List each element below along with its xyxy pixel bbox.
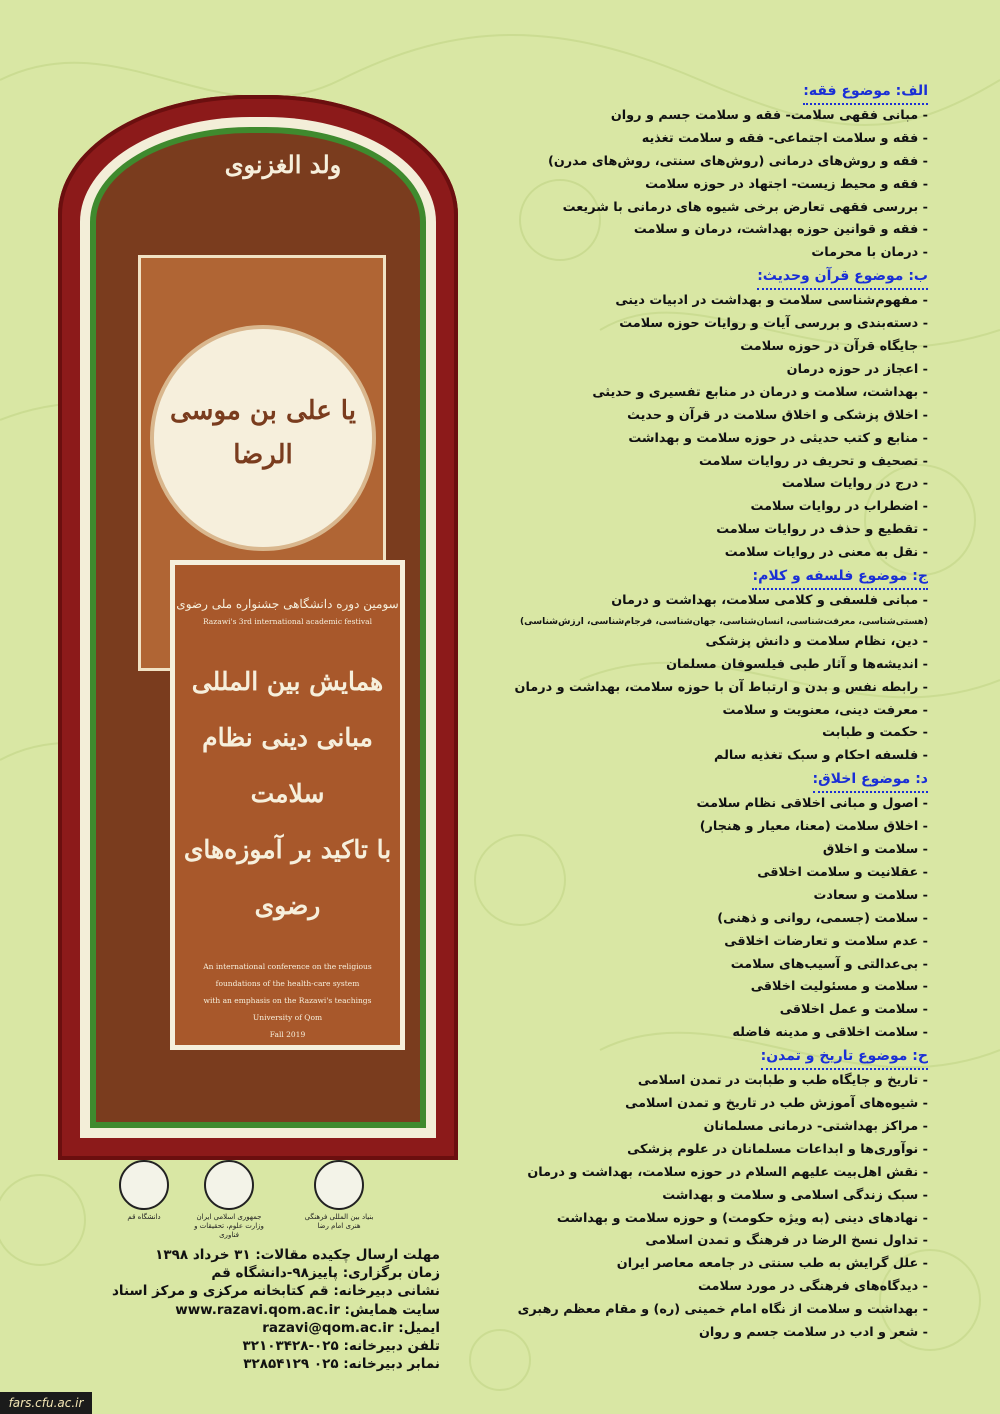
desc-line: with an emphasis on the Razawi's teachings [203,996,372,1005]
topic-item: - بررسی فقهی تعارض برخی شیوه های درمانی با شریعت [562,199,928,215]
topic-item: - نوآوری‌ها و ابداعات مسلمانان در علوم پزشکی [627,1141,928,1157]
topic-item: - بهداشت، سلامت و درمان در منابع تفسیری و حدیثی [592,384,928,400]
topic-item: - فقه و سلامت اجتماعی- فقه و سلامت تغذیه [641,130,928,146]
topic-item: - مراکز بهداشتی- درمانی مسلمانان [703,1118,928,1134]
section-title: الف: موضوع فقه: [803,80,928,105]
topic-item: - منابع و کتب حدیثی در حوزه سلامت و بهداشت [628,430,928,446]
topic-item: - رابطه نفس و بدن و ارتباط آن با حوزه سلامت، بهداشت و درمان [514,679,928,695]
title-line: مبانی دینی نظام سلامت [202,723,373,808]
section-title: ب: موضوع قرآن وحدیث: [757,265,928,290]
section-header [528,768,928,793]
topic-item: - فقه و محیط زیست- اجتهاد در حوزه سلامت [645,176,928,192]
topic-item: - دیدگاه‌های فرهنگی در مورد سلامت [698,1279,928,1295]
desc-line: foundations of the health-care system [215,979,360,988]
topic-item: - فلسفه احکام و سبک تغذیه سالم [714,748,928,764]
topic-item: - علل گرایش به طب سنتی در جامعه معاصر ایران [616,1256,928,1272]
topic-item: - سلامت و اخلاق [822,842,928,857]
festival-tag: سومین دوره دانشگاهی جشنواره ملی رضوی [176,597,399,611]
topic-item: - مبانی فلسفی و کلامی سلامت، بهداشت و درمان [611,592,928,608]
topic-item: - شیوه‌های آموزش طب در تاریخ و تمدن اسلامی [625,1095,928,1111]
section-header [528,565,928,590]
title-line: با تاکید بر آموزه‌های رضوی [183,835,392,920]
topic-item: - سلامت و مسئولیت اخلاقی [750,979,928,995]
university-qom-logo [105,1160,183,1222]
poster-panel [58,95,458,1160]
topic-item: - دسته‌بندی و بررسی آیات و روایات حوزه سلامت [619,316,928,332]
section-title: د: موضوع اخلاق: [813,768,928,793]
topic-item: - اضطراب در روایات سلامت [750,499,928,515]
topic-item: - مبانی فقهی سلامت- فقه و سلامت جسم و روان [610,107,928,123]
topic-item: - جایگاه قرآن در حوزه سلامت [740,338,928,354]
topic-item: - سلامت و سعادت [813,887,928,903]
topic-item: - سلامت (جسمی، روانی و ذهنی) [717,910,928,926]
republic-emblem-icon [204,1160,254,1210]
desc-line: Fall 2019 [269,1030,306,1039]
topic-item: - نقش اهل‌بیت علیهم السلام در حوزه سلامت، بهداشت و درمان [527,1164,928,1180]
contact-line: نشانی دبیرخانه: قم کتابخانه مرکزی و مرکز اسناد [111,1283,440,1300]
topic-item: - نقل به معنی در روایات سلامت [724,545,928,561]
topic-item: - سلامت و عمل اخلاقی [779,1002,928,1018]
contact-info [100,1246,440,1373]
contact-line: ایمیل: razavi@qom.ac.ir [262,1319,440,1336]
section-title: ح: موضوع تاریخ و تمدن: [761,1045,928,1070]
topic-item: - دین، نظام سلامت و دانش پزشکی [705,633,928,649]
calligraphy-medallion [150,325,376,551]
desc-line: An international conference on the religious [203,962,372,971]
topic-item: - فقه و قوانین حوزه بهداشت، درمان و سلامت [633,222,928,238]
topic-item: - بی‌عدالتی و آسیب‌های سلامت [730,956,928,972]
topics-list [514,80,928,1345]
topic-item: - حکمت و طبابت [822,725,928,741]
section-title: ج: موضوع فلسفه و کلام: [752,565,928,590]
university-emblem-icon [119,1160,169,1210]
foundation-logo [300,1160,378,1231]
topic-item: - تصحیف و تحریف در روایات سلامت [698,453,928,469]
desc-line: University of Qom [252,1013,323,1022]
topic-item: - تاریخ و جایگاه طب و طبابت در تمدن اسلامی [637,1073,928,1089]
contact-line: مهلت ارسال چکیده مقالات: ۳۱ خرداد ۱۳۹۸ [155,1247,440,1263]
topic-item: - تقطیع و حذف در روایات سلامت [716,522,928,538]
topic-item: - درمان با محرمات [811,245,928,261]
topic-item: - نهادهای دینی (به ویژه حکومت) و حوزه سلامت و بهداشت [556,1210,928,1226]
topic-item: - اخلاق سلامت (معنا، معیار و هنجار) [699,819,928,835]
foundation-emblem-icon [314,1160,364,1210]
topic-item: - عقلانیت و سلامت اخلاقی [757,864,928,880]
title-line: همایش بین المللی [191,667,384,696]
topic-item: - درج در روایات سلامت [781,476,928,492]
dome-calligraphy: ولد الغزنوی [224,150,342,179]
topic-item: - مفهوم‌شناسی سلامت و بهداشت در ادبیات دینی [615,293,928,309]
topic-item: - سبک زندگی اسلامی و سلامت و بهداشت [662,1187,928,1203]
topic-item: - عدم سلامت و تعارضات اخلاقی [724,933,928,949]
section-header [528,80,928,105]
section-header [528,265,928,290]
medallion-text: یا علی بن موسی الرضا [170,396,356,470]
site-tag: fars.cfu.ac.ir [0,1392,92,1414]
contact-line: تلفن دبیرخانه: ۰۲۵-۳۲۱۰۳۴۲۸ [242,1338,440,1355]
contact-line: سایت همایش: www.razavi.qom.ac.ir [175,1301,440,1318]
conference-title [175,654,400,934]
topic-item: - اصول و مبانی اخلاقی نظام سلامت [696,796,928,812]
topic-item: - بهداشت و سلامت از نگاه امام خمینی (ره) و مقام معظم رهبری [517,1302,928,1318]
topic-item: - فقه و روش‌های درمانی (روش‌های سنتی، روش‌های مدرن) [548,153,928,169]
republic-emblem-logo [190,1160,268,1240]
festival-en-tag: Razawi's 3rd international academic festival [202,617,372,626]
logo-caption: بنیاد بین المللی فرهنگی هنری امام رضا [304,1213,374,1230]
logo-caption: جمهوری اسلامی ایران وزارت علوم، تحقیقات و فناوری [194,1213,264,1239]
topic-item: - سلامت اخلاقی و مدینه فاضله [732,1025,928,1041]
contact-line: نمابر دبیرخانه: ۰۲۵ ۳۲۸۵۴۱۲۹ [243,1356,440,1373]
conference-description [175,958,400,1043]
section-header [528,1045,928,1070]
topic-item: - اعجاز در حوزه درمان [786,361,928,377]
topic-item: - اخلاق پزشکی و اخلاق سلامت در قرآن و حدیث [627,407,928,423]
topic-item: - شعر و ادب در سلامت جسم و روان [698,1325,928,1341]
topic-item: (هستی‌شناسی، معرفت‌شناسی، انسان‌شناسی، جهان‌شناسی، فرجام‌شناسی، ارزش‌شناسی) [520,616,928,627]
topic-item: - تداول نسخ الرضا در فرهنگ و تمدن اسلامی [645,1233,928,1249]
logo-caption: دانشگاه قم [127,1213,161,1221]
topic-item: - اندیشه‌ها و آثار طبی فیلسوفان مسلمان [666,656,928,672]
contact-line: زمان برگزاری: پاییز۹۸-دانشگاه قم [211,1265,440,1282]
topic-item: - معرفت دینی، معنویت و سلامت [722,702,928,718]
conference-paper [170,560,405,1050]
